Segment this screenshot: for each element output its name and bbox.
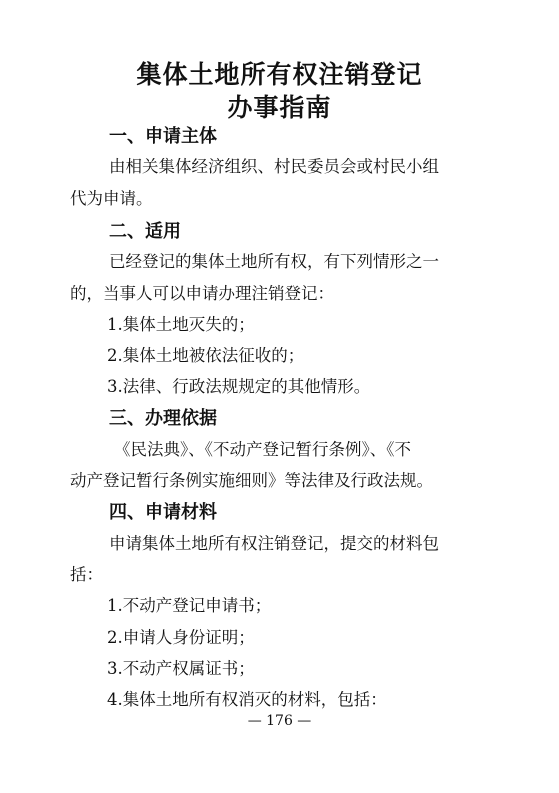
section-heading-materials: 四、申请材料 (109, 502, 217, 523)
paragraph-line: 已经登记的集体土地所有权，有下列情形之一 (109, 252, 439, 271)
list-item: 3.法律、行政法规规定的其他情形。 (107, 377, 371, 396)
paragraph-line: 由相关集体经济组织、村民委员会或村民小组 (109, 157, 439, 176)
paragraph-line: 代为申请。 (70, 189, 153, 208)
document-title: 集体土地所有权注销登记 (136, 60, 423, 89)
section-heading-scope: 二、适用 (109, 221, 181, 242)
list-item: 2.集体土地被依法征收的； (107, 346, 305, 365)
list-item: 4.集体土地所有权消灭的材料，包括： (107, 690, 387, 709)
page-number: — 176 — (247, 713, 312, 729)
paragraph-line: 申请集体土地所有权注销登记，提交的材料包 (109, 534, 439, 553)
document-subtitle: 办事指南 (227, 93, 332, 122)
paragraph-line: 《民法典》、《不动产登记暂行条例》、《不 (114, 440, 411, 459)
section-heading-applicant: 一、申请主体 (109, 126, 217, 147)
paragraph-line: 括： (70, 565, 103, 584)
list-item: 1.不动产登记申请书； (107, 596, 272, 615)
list-item: 3.不动产权属证书； (107, 659, 255, 678)
section-heading-basis: 三、办理依据 (109, 408, 217, 429)
list-item: 1.集体土地灭失的； (107, 315, 255, 334)
paragraph-line: 动产登记暂行条例实施细则》等法律及行政法规。 (70, 471, 433, 490)
list-item: 2.申请人身份证明； (107, 628, 255, 647)
paragraph-line: 的，当事人可以申请办理注销登记： (70, 284, 334, 303)
